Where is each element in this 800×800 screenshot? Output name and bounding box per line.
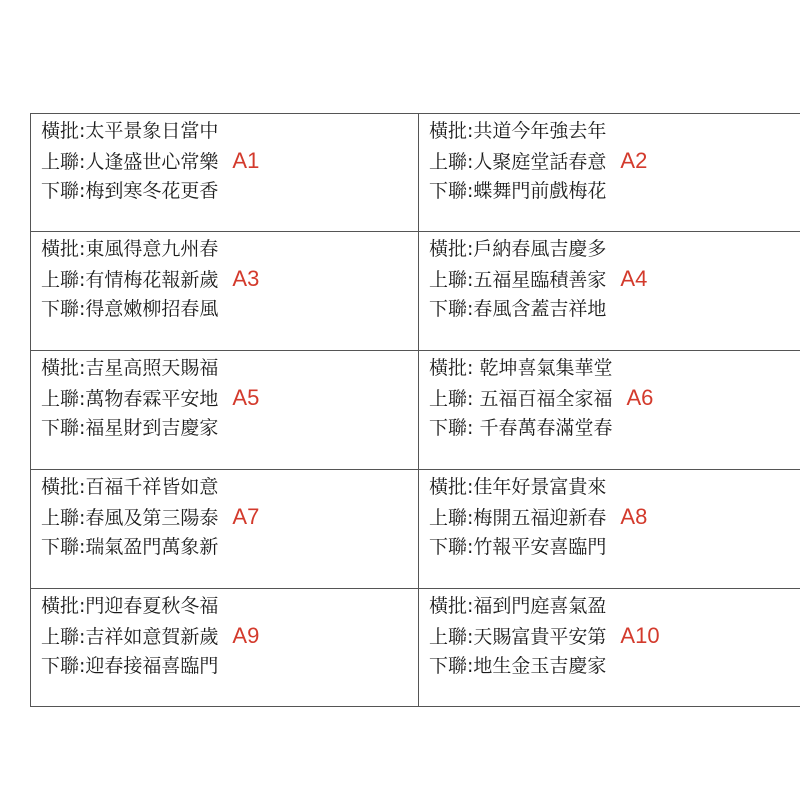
couplet-cell-a1 (31, 114, 419, 232)
xialian-line: 下聯:迎春接福喜臨門 (41, 655, 219, 677)
xialian-line: 下聯:地生金玉吉慶家 (429, 655, 607, 677)
shanglian-line (429, 264, 800, 294)
xialian-line: 下聯:得意嫩柳招春風 (41, 298, 219, 320)
shanglian-text: 上聯:人逢盛世心常樂 (41, 151, 219, 173)
couplet-code: A5 (232, 385, 260, 410)
shanglian-text: 上聯:萬物春霖平安地 (41, 388, 219, 410)
shanglian-line (41, 621, 418, 651)
shanglian-text: 上聯:梅開五福迎新春 (429, 507, 607, 529)
couplet-cell-a4 (419, 232, 800, 351)
couplet-code: A4 (620, 266, 648, 291)
couplet-cell-a10 (419, 589, 800, 707)
shanglian-text: 上聯:吉祥如意賀新歲 (41, 626, 219, 648)
hengpi-line: 橫批:東風得意九州春 (41, 238, 219, 260)
couplet-table (30, 113, 800, 707)
shanglian-line (41, 383, 418, 413)
shanglian-line (41, 502, 418, 532)
hengpi-line: 橫批:福到門庭喜氣盈 (429, 595, 607, 617)
hengpi-line: 橫批:門迎春夏秋冬福 (41, 595, 219, 617)
shanglian-line (41, 264, 418, 294)
shanglian-text: 上聯:天賜富貴平安第 (429, 626, 607, 648)
couplet-cell-a2 (419, 114, 800, 232)
xialian-line: 下聯: 千春萬春滿堂春 (429, 417, 613, 439)
couplet-code: A1 (232, 148, 260, 173)
shanglian-line (429, 502, 800, 532)
hengpi-line: 橫批:太平景象日當中 (41, 120, 219, 142)
couplet-code: A9 (232, 623, 260, 648)
xialian-line: 下聯:蝶舞門前戲梅花 (429, 180, 607, 202)
couplet-code: A2 (620, 148, 648, 173)
shanglian-line (429, 621, 800, 651)
xialian-line: 下聯:梅到寒冬花更香 (41, 180, 219, 202)
couplet-cell-a8 (419, 470, 800, 589)
couplet-cell-a6 (419, 351, 800, 470)
couplet-cell-a7 (31, 470, 419, 589)
shanglian-line (429, 383, 800, 413)
shanglian-text: 上聯:五福星臨積善家 (429, 269, 607, 291)
couplet-code: A8 (620, 504, 648, 529)
shanglian-text: 上聯: 五福百福全家福 (429, 388, 613, 410)
couplet-cell-a3 (31, 232, 419, 351)
hengpi-line: 橫批:共道今年強去年 (429, 120, 607, 142)
xialian-line: 下聯:瑞氣盈門萬象新 (41, 536, 219, 558)
shanglian-text: 上聯:春風及第三陽泰 (41, 507, 219, 529)
shanglian-line (41, 146, 418, 176)
couplet-code: A6 (626, 385, 654, 410)
hengpi-line: 橫批:百福千祥皆如意 (41, 476, 219, 498)
couplet-code: A10 (620, 623, 660, 648)
xialian-line: 下聯:竹報平安喜臨門 (429, 536, 607, 558)
xialian-line: 下聯:福星財到吉慶家 (41, 417, 219, 439)
couplet-code: A3 (232, 266, 260, 291)
hengpi-line: 橫批: 乾坤喜氣集華堂 (429, 357, 613, 379)
couplet-cell-a9 (31, 589, 419, 707)
hengpi-line: 橫批:吉星高照天賜福 (41, 357, 219, 379)
shanglian-line (429, 146, 800, 176)
hengpi-line: 橫批:戶納春風吉慶多 (429, 238, 607, 260)
couplet-code: A7 (232, 504, 260, 529)
hengpi-line: 橫批:佳年好景富貴來 (429, 476, 607, 498)
xialian-line: 下聯:春風含蓋吉祥地 (429, 298, 607, 320)
shanglian-text: 上聯:有情梅花報新歲 (41, 269, 219, 291)
couplet-cell-a5 (31, 351, 419, 470)
shanglian-text: 上聯:人聚庭堂話春意 (429, 151, 607, 173)
